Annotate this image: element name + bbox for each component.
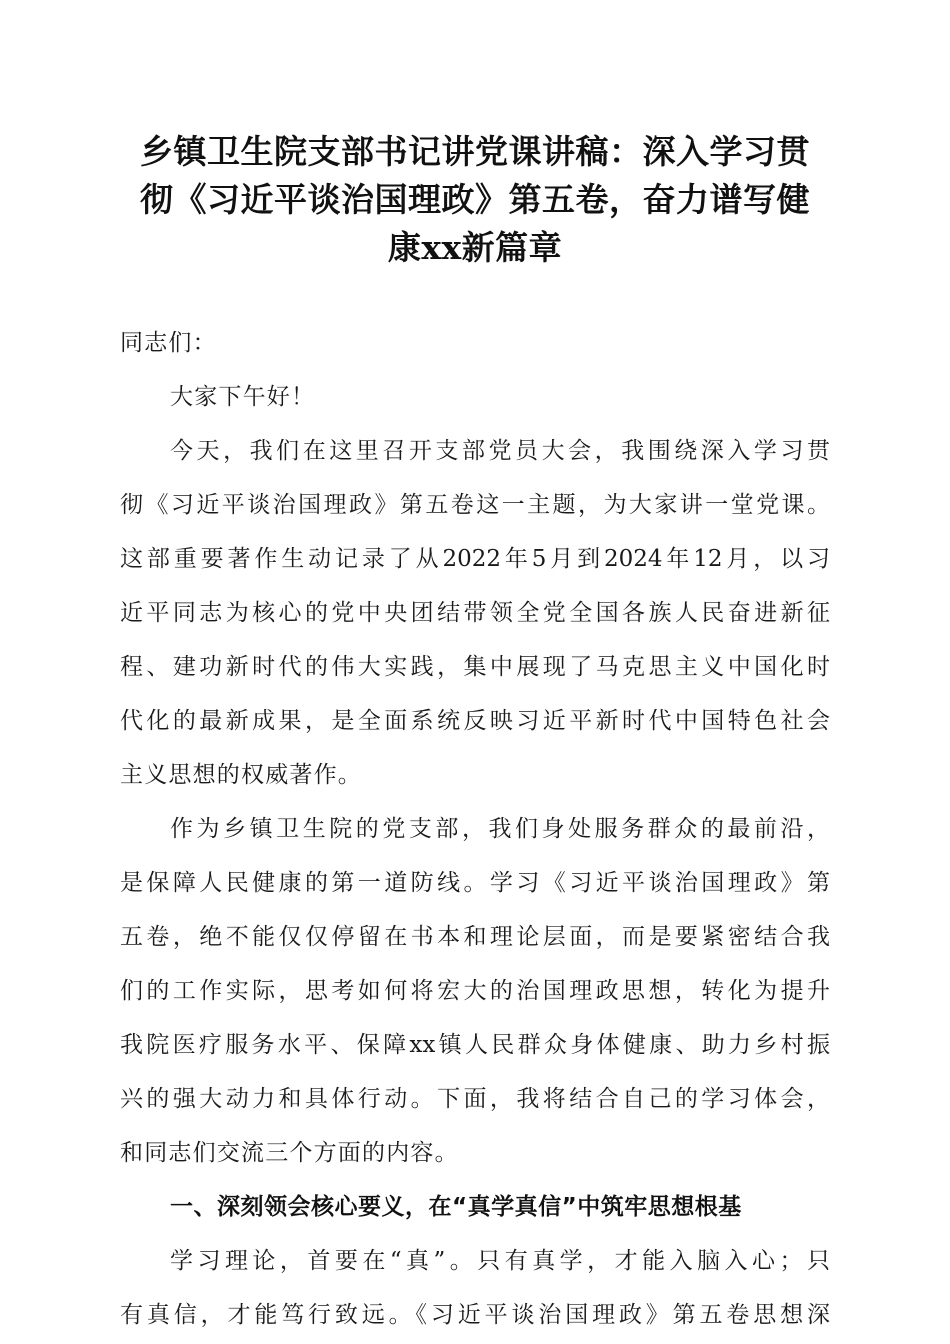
paragraph-line: 代化的最新成果，是全面系统反映习近平新时代中国特色社会 xyxy=(120,708,830,734)
paragraph-line: 今天，我们在这里召开支部党员大会，我围绕深入学习贯 xyxy=(170,438,830,464)
document-body xyxy=(120,316,830,1342)
paragraph-line: 和同志们交流三个方面的内容。 xyxy=(120,1140,459,1166)
paragraph-line: 们的工作实际，思考如何将宏大的治国理政思想，转化为提升 xyxy=(120,978,830,1004)
title-line: 彻《习近平谈治国理政》第五卷，奋力谱写健 xyxy=(140,180,810,219)
paragraph-line: 作为乡镇卫生院的党支部，我们身处服务群众的最前沿， xyxy=(170,816,830,842)
paragraph-line: 近平同志为核心的党中央团结带领全党全国各族人民奋进新征 xyxy=(120,600,830,626)
paragraph-line: 主义思想的权威著作。 xyxy=(120,762,362,788)
paragraph-line: 兴的强大动力和具体行动。下面，我将结合自己的学习体会， xyxy=(120,1086,830,1112)
paragraph-line: 学习理论，首要在“真”。只有真学，才能入脑入心；只 xyxy=(170,1248,830,1274)
title-line: 乡镇卫生院支部书记讲党课讲稿：深入学习贯 xyxy=(140,132,810,171)
paragraph-line: 五卷，绝不能仅仅停留在书本和理论层面，而是要紧密结合我 xyxy=(120,924,830,950)
paragraph-line: 我院医疗服务水平、保障xx镇人民群众身体健康、助力乡村振 xyxy=(120,1032,830,1058)
paragraph-line: 彻《习近平谈治国理政》第五卷这一主题，为大家讲一堂党课。 xyxy=(120,492,830,518)
greeting: 大家下午好！ xyxy=(170,384,316,410)
paragraph-line: 程、建功新时代的伟大实践，集中展现了马克思主义中国化时 xyxy=(120,654,830,680)
page-title xyxy=(110,128,840,272)
paragraph-line: 有真信，才能笃行致远。《习近平谈治国理政》第五卷思想深 xyxy=(120,1302,830,1328)
paragraph-line: 这部重要著作生动记录了从2022年5月到2024年12月，以习 xyxy=(120,546,830,572)
title-line: 康xx新篇章 xyxy=(387,228,563,267)
salutation: 同志们： xyxy=(120,330,217,356)
paragraph-line: 是保障人民健康的第一道防线。学习《习近平谈治国理政》第 xyxy=(120,870,830,896)
section-heading: 一、深刻领会核心要义，在“真学真信”中筑牢思想根基 xyxy=(170,1194,742,1220)
